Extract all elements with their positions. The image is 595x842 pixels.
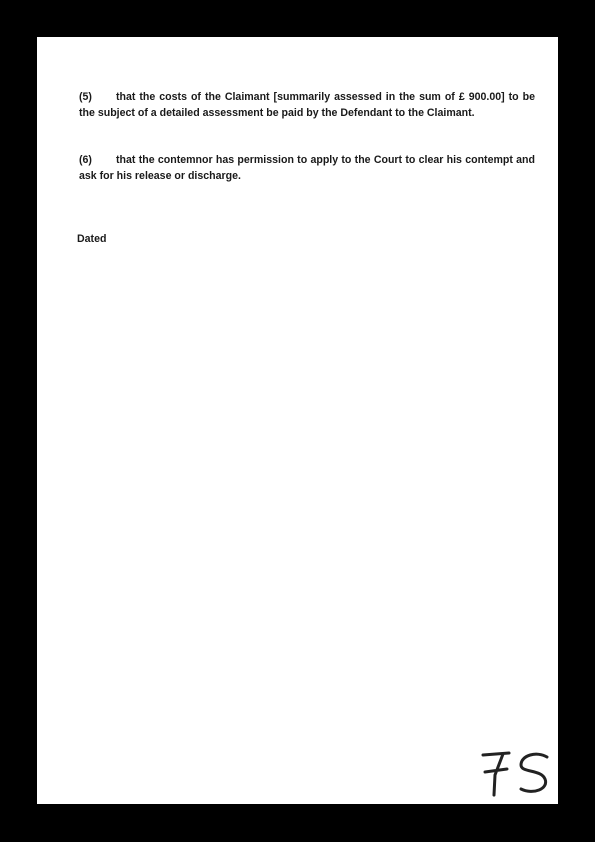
paragraph-6-number: (6) [79, 154, 92, 166]
paragraph-6-text: that the contemnor has permission to apply to the Court to clear his contempt and ask for his release or discharge. [79, 154, 535, 182]
dated-label: Dated [77, 233, 107, 245]
paragraph-5-text: that the costs of the Claimant [summarily assessed in the sum of £ 900.00] to be the subject of a detailed assessment be paid by the Defendant to the Claimant. [79, 91, 535, 119]
document-page [37, 37, 558, 804]
paragraph-5-number: (5) [79, 91, 92, 103]
paragraph-5 [79, 89, 535, 121]
paragraph-6 [79, 152, 535, 184]
handwritten-page-number [477, 745, 557, 801]
